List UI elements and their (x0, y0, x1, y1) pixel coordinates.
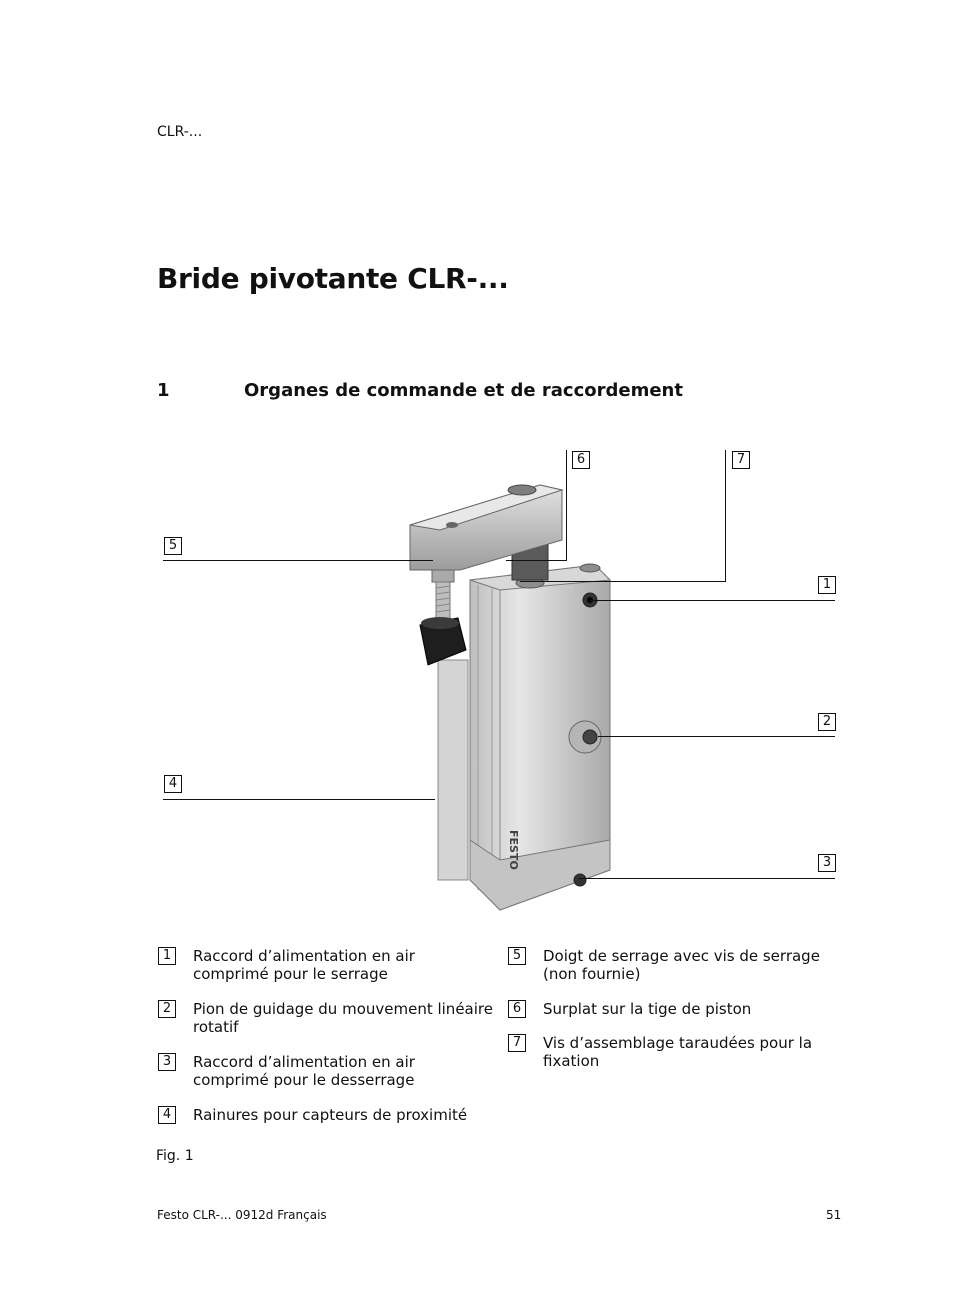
legend-text: Pion de guidage du mouvement linéaire rotatif (193, 1000, 493, 1036)
callout-3: 3 (818, 854, 836, 872)
callout-2: 2 (818, 713, 836, 731)
legend-number: 5 (508, 947, 526, 965)
leader-line-7-vertical (725, 450, 726, 581)
callout-5: 5 (164, 537, 182, 555)
leader-line-5 (163, 560, 433, 561)
section-title: Organes de commande et de raccordement (244, 380, 683, 401)
legend-text: Vis d’assemblage taraudées pour la fixation (543, 1034, 813, 1070)
legend-number: 7 (508, 1034, 526, 1052)
legend-number: 4 (158, 1106, 176, 1124)
running-header: CLR-... (157, 124, 203, 140)
legend-text: Raccord d’alimentation en air comprimé pour le desserrage (193, 1053, 415, 1089)
figure-caption: Fig. 1 (156, 1148, 194, 1164)
leader-line-4 (163, 799, 435, 800)
leader-line-6-vertical (566, 450, 567, 560)
callout-7: 7 (732, 451, 750, 469)
leader-line-1 (588, 600, 835, 601)
leader-line-7-horizontal (520, 581, 726, 582)
leader-line-3 (578, 878, 835, 879)
clamp-cylinder-illustration (400, 440, 620, 920)
callout-6: 6 (572, 451, 590, 469)
legend-number: 2 (158, 1000, 176, 1018)
legend-number: 6 (508, 1000, 526, 1018)
callout-1: 1 (818, 576, 836, 594)
festo-brand-mark: FESTO (507, 830, 520, 870)
legend-number: 3 (158, 1053, 176, 1071)
legend-text: Surplat sur la tige de piston (543, 1000, 752, 1018)
callout-4: 4 (164, 775, 182, 793)
page-title: Bride pivotante CLR-... (157, 262, 509, 295)
leader-line-6-horizontal (506, 560, 567, 561)
legend-text: Rainures pour capteurs de proximité (193, 1106, 468, 1124)
section-number: 1 (157, 380, 170, 401)
footer-document-info: Festo CLR-... 0912d Français (157, 1208, 327, 1222)
leader-line-2 (598, 736, 835, 737)
legend-text: Raccord d’alimentation en air comprimé pour le serrage (193, 947, 415, 983)
legend-number: 1 (158, 947, 176, 965)
legend-text: Doigt de serrage avec vis de serrage (non fournie) (543, 947, 820, 983)
page-number: 51 (826, 1208, 842, 1222)
